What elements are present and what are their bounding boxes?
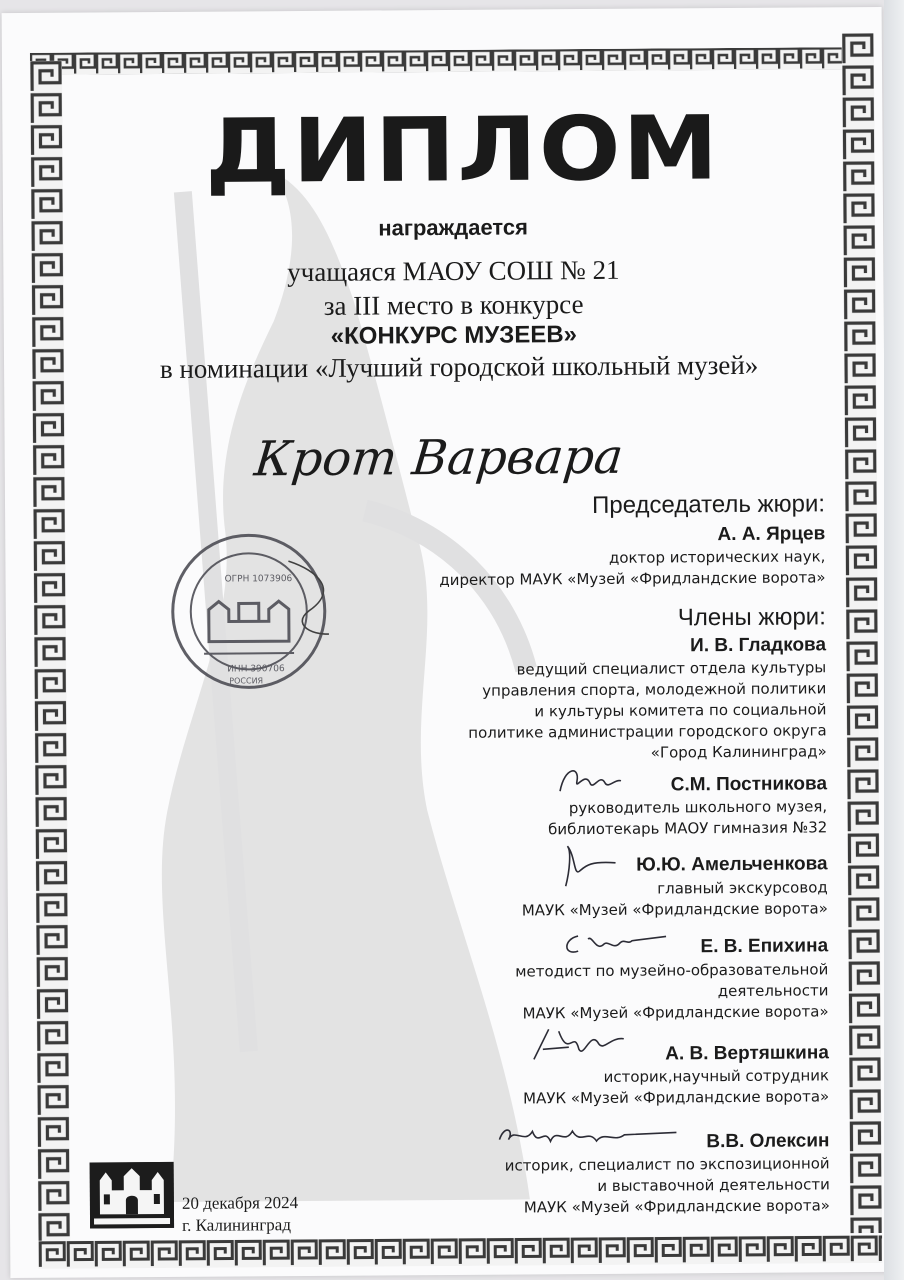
jury-member-title <box>523 1065 829 1109</box>
jury-chair-title <box>439 546 825 591</box>
jury-member-title <box>515 959 829 1024</box>
issue-date: 20 декабря 2024 <box>181 1193 299 1213</box>
jury-member-name: С.М. Постникова <box>670 773 828 796</box>
jury-member-title <box>505 1153 830 1218</box>
awarded-label: награждается <box>378 214 529 241</box>
jury-member-name: В.В. Олексин <box>706 1130 830 1153</box>
jury-member-desc-line: «Город Калининград» <box>650 742 827 762</box>
nomination-line: в номинации «Лучший городской школьный музей» <box>159 349 759 384</box>
recipient-name: Крот Варвара <box>251 428 626 488</box>
greek-key-border-bottom <box>38 1235 882 1269</box>
greek-key-border-left <box>30 61 70 1241</box>
place-line: за III место в конкурсе <box>323 289 584 321</box>
greek-key-border-top <box>30 47 842 75</box>
jury-member-desc-line: библиотекарь МАОУ гимназия №32 <box>548 818 828 839</box>
museum-gate-logo <box>90 1162 174 1229</box>
jury-member-desc-line: МАУК «Музей «Фридландские ворота» <box>521 899 828 920</box>
jury-member-desc-line: руководитель школьного музея, <box>568 797 828 818</box>
jury-member-title <box>468 657 827 764</box>
jury-member-desc-line: управления спорта, молодежной политики <box>482 679 827 700</box>
jury-member-desc-line: МАУК «Музей «Фридландские ворота» <box>523 1087 830 1108</box>
seal-inn: ИНН 390706 <box>227 664 285 675</box>
greek-key-border-right <box>842 33 882 1233</box>
jury-member-desc-line: ведущий специалист отдела культуры <box>516 658 827 679</box>
signature-vertyashkina <box>529 1019 629 1066</box>
contest-name: «КОНКУРС МУЗЕЕВ» <box>330 321 578 350</box>
seal-country: РОССИЯ <box>229 676 264 686</box>
jury-chair-name: А. А. Ярцев <box>717 523 826 546</box>
jury-member-desc-line: деятельности <box>717 981 829 1001</box>
jury-member-desc-line: политике администрации городского округа <box>468 721 827 742</box>
jury-member-name: Е. В. Епихина <box>700 935 829 958</box>
seal-ogrn: ОГРН 1073906 <box>224 574 293 585</box>
jury-member-desc-line: и выставочной деятельности <box>597 1175 830 1195</box>
jury-member-title <box>548 796 827 840</box>
official-seal-stamp <box>168 531 329 692</box>
jury-member-name: Ю.Ю. Амельченкова <box>636 853 828 876</box>
jury-member-desc-line: главный экскурсовод <box>657 878 828 898</box>
student-school-line: учащаяся МАОУ СОШ № 21 <box>287 254 620 288</box>
jury-chair-heading: Председатель жюри: <box>591 490 826 519</box>
signature-oleksin <box>494 1118 679 1155</box>
signature-epikhina <box>558 920 668 961</box>
jury-members-heading: Члены жюри: <box>677 603 826 632</box>
jury-member-name: И. В. Гладкова <box>690 634 827 657</box>
diploma-sheet <box>2 7 891 1278</box>
jury-member-desc-line: и культуры комитета по социальной <box>534 700 827 721</box>
jury-chair-desc-line: директор МАУК «Музей «Фридландские ворота» <box>439 568 826 590</box>
background-edge <box>884 0 904 1280</box>
issue-city: г. Калининград <box>181 1215 292 1235</box>
jury-chair-desc-line: доктор исторических наук, <box>608 547 826 567</box>
jury-member-title <box>522 877 828 921</box>
jury-member-desc-line: МАУК «Музей «Фридландские ворота» <box>522 1002 829 1023</box>
diploma-title: ДИПЛОМ <box>204 96 721 204</box>
jury-member-desc-line: методист по музейно-образовательной <box>515 960 829 981</box>
jury-member-desc-line: историк,научный сотрудник <box>603 1066 830 1086</box>
jury-member-desc-line: историк, специалист по экспозиционной <box>504 1154 830 1175</box>
jury-member-name: А. В. Вертяшкина <box>665 1042 829 1065</box>
signature-postnikova <box>555 761 625 801</box>
jury-member-desc-line: МАУК «Музей «Фридландские ворота» <box>523 1196 831 1217</box>
